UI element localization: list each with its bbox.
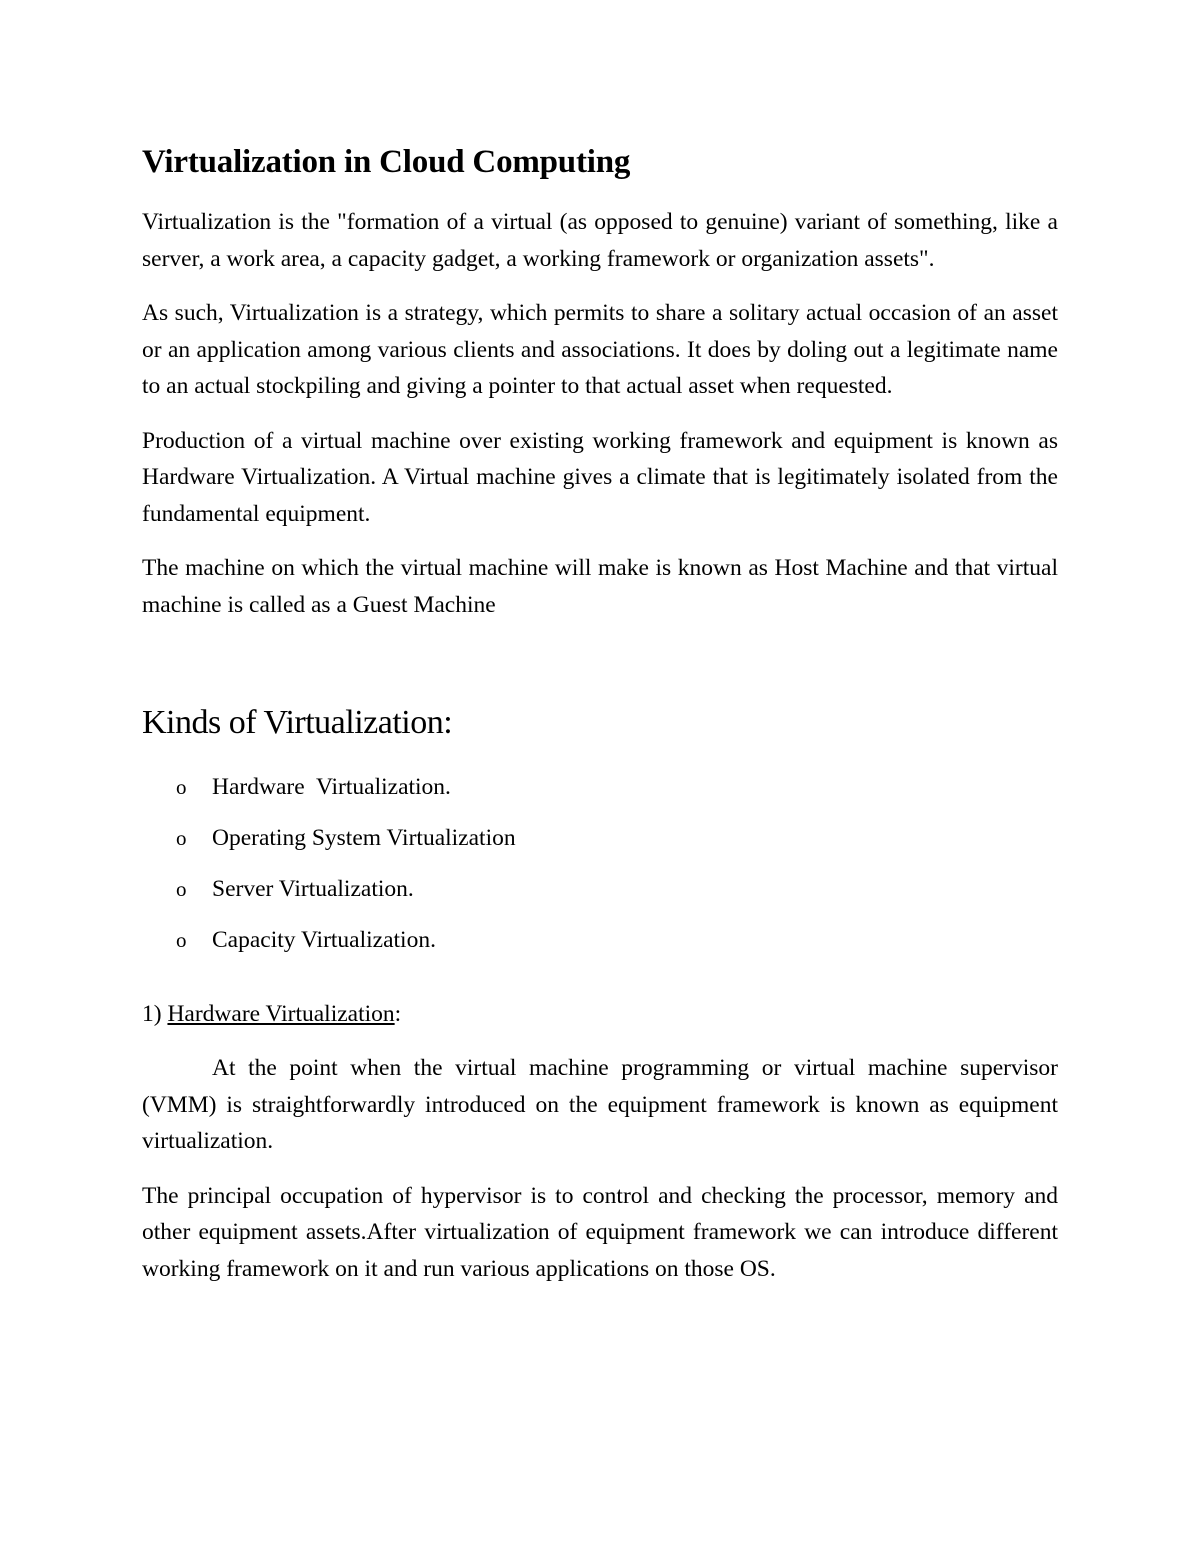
list-item-label: Server Virtualization. — [212, 876, 414, 902]
section-heading-suffix: : — [394, 1001, 402, 1027]
kinds-list — [142, 769, 1058, 958]
bullet-icon: o — [176, 877, 187, 901]
list-item-label: Operating System Virtualization — [212, 825, 516, 851]
list-item — [142, 769, 1058, 805]
hardware-paragraph-1: At the point when the virtual machine programming or virtual machine supervisor (VMM) is straightforwardly introduced on the equipment framework is known as equipment virtualization. — [142, 1055, 1058, 1154]
list-item-label: Capacity Virtualization. — [212, 927, 436, 953]
list-item — [142, 871, 1058, 907]
intro-paragraph-2: As such, Virtualization is a strategy, which permits to share a solitary actual occasion of an asset or an application among various clients and associations. It does by doling out a legitimate name to an actual stockpiling and giving a pointer to that actual asset when requested. — [142, 300, 1058, 399]
list-item-label: Hardware Virtualization. — [212, 774, 451, 800]
intro-paragraph-3: Production of a virtual machine over existing working framework and equipment is known as Hardware Virtualization. A Virtual machine gives a climate that is legitimately isolated from the fundamental equipment. — [142, 427, 1058, 527]
hardware-paragraph-2: The principal occupation of hypervisor is to control and checking the processor, memory and other equipment assets.After virtualization of equipment framework we can introduce different working framework on it and run various applications on those OS. — [142, 1182, 1058, 1282]
bullet-icon: o — [176, 826, 187, 850]
bullet-icon: o — [176, 928, 187, 952]
section-number: 1) — [142, 1001, 162, 1027]
bullet-icon: o — [176, 775, 187, 799]
document-page — [142, 138, 1058, 1305]
section-heading-text: Hardware Virtualization — [167, 1001, 395, 1027]
intro-paragraph-1: Virtualization is the "formation of a virtual (as opposed to genuine) variant of something, like a server, a work area, a capacity gadget, a working framework or organization assets". — [142, 209, 1058, 272]
list-item — [142, 820, 1058, 856]
list-item — [142, 922, 1058, 958]
kinds-heading: Kinds of Virtualization: — [142, 704, 453, 741]
document-title: Virtualization in Cloud Computing — [142, 144, 631, 180]
hardware-section-heading — [142, 996, 1058, 1032]
intro-paragraph-4: The machine on which the virtual machine will make is known as Host Machine and that virtual machine is called as a Guest Machine — [142, 555, 1058, 618]
